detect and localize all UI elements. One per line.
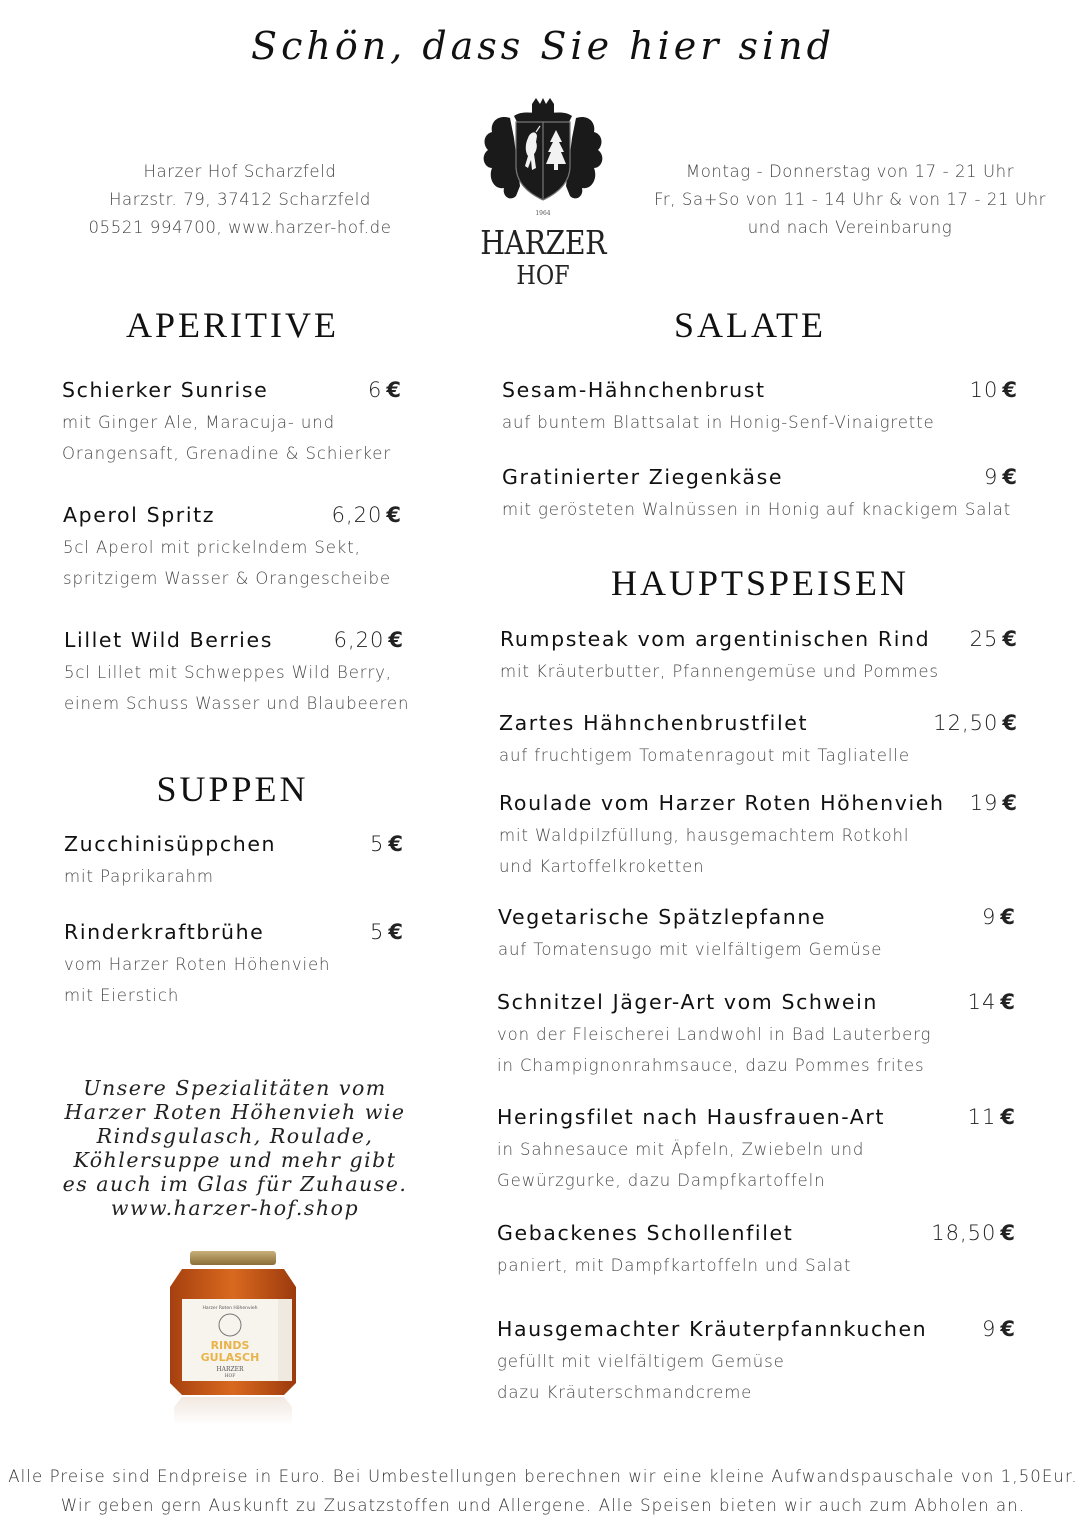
svg-text:GULASCH: GULASCH bbox=[200, 1351, 260, 1364]
price-note: Alle Preise sind Endpreise in Euro. Bei Umbestellungen berechnen wir eine kleine Aufwandspauschale von 1,50Eur. bbox=[8, 1467, 1078, 1486]
item-price: 12,50 € bbox=[933, 711, 1018, 735]
item-description: von der Fleischerei Landwohl in Bad Lauterberg in Champignonrahmsauce, dazu Pommes frites bbox=[497, 1025, 932, 1075]
hours-weekdays: Montag - Donnerstag von 17 - 21 Uhr bbox=[685, 162, 1015, 181]
item-name: Vegetarische Spätzlepfanne bbox=[498, 905, 827, 929]
menu-item bbox=[502, 465, 1018, 526]
item-description: mit Paprikarahm bbox=[64, 867, 214, 886]
item-name: Sesam-Hähnchenbrust bbox=[502, 378, 766, 402]
coat-of-arms-icon bbox=[470, 98, 616, 210]
menu-item bbox=[497, 1105, 1016, 1196]
address-block bbox=[60, 158, 420, 242]
menu-item bbox=[500, 627, 1018, 688]
item-price: 5 € bbox=[370, 832, 404, 856]
item-name: Rumpsteak vom argentinischen Rind bbox=[500, 627, 931, 651]
item-name: Hausgemachter Kräuterpfannkuchen bbox=[497, 1317, 928, 1341]
item-price: 19 € bbox=[969, 791, 1018, 815]
hours-weekend: Fr, Sa+So von 11 - 14 Uhr & von 17 - 21 Uhr bbox=[653, 190, 1047, 209]
logo-wordmark-hof: HOF bbox=[516, 261, 570, 291]
item-price: 25 € bbox=[969, 627, 1018, 651]
item-price: 9 € bbox=[982, 905, 1016, 929]
menu-item bbox=[64, 628, 410, 719]
item-price: 9 € bbox=[984, 465, 1018, 489]
item-description: 5cl Lillet mit Schweppes Wild Berry, einem Schuss Wasser und Blaubeeren bbox=[64, 663, 410, 713]
item-description: in Sahnesauce mit Äpfeln, Zwiebeln und Gewürzgurke, dazu Dampfkartoffeln bbox=[497, 1140, 865, 1190]
contact-line: 05521 994700, www.harzer-hof.de bbox=[88, 218, 392, 237]
svg-text:HOF: HOF bbox=[224, 1374, 236, 1379]
shop-url[interactable]: www.harzer-hof.shop bbox=[110, 1196, 360, 1220]
section-title-aperitive: APERITIVE bbox=[126, 305, 339, 345]
menu-item bbox=[499, 791, 1018, 882]
menu-item bbox=[497, 1317, 1016, 1408]
svg-text:HARZER: HARZER bbox=[216, 1366, 244, 1373]
menu-item bbox=[64, 832, 404, 893]
logo-wordmark-harzer: HARZER bbox=[480, 223, 607, 262]
menu-item bbox=[63, 503, 402, 594]
item-description: mit Waldpilzfüllung, hausgemachtem Rotkohl und Kartoffelkroketten bbox=[499, 826, 910, 876]
item-price: 14 € bbox=[967, 990, 1016, 1014]
item-price: 6 € bbox=[368, 378, 402, 402]
section-title-hauptspeisen: HAUPTSPEISEN bbox=[610, 563, 910, 603]
menu-item bbox=[64, 920, 404, 1011]
item-name: Lillet Wild Berries bbox=[64, 628, 273, 652]
item-name: Gebackenes Schollenfilet bbox=[497, 1221, 794, 1245]
hours-appointment: und nach Vereinbarung bbox=[747, 218, 953, 237]
item-price: 18,50 € bbox=[931, 1221, 1016, 1245]
item-name: Zucchinisüppchen bbox=[64, 832, 277, 856]
item-description: mit gerösteten Walnüssen in Honig auf knackigem Salat bbox=[502, 500, 1012, 519]
item-name: Gratinierter Ziegenkäse bbox=[502, 465, 784, 489]
shop-promo-text: Unsere Spezialitäten vom Harzer Roten Höhenvieh wie Rindsgulasch, Roulade, Köhlersuppe und mehr gibt es auch im Glas für Zuhause. www.harzer-hof.shop bbox=[50, 1076, 420, 1220]
item-name: Roulade vom Harzer Roten Höhenvieh bbox=[499, 791, 945, 815]
street-address: Harzstr. 79, 37412 Scharzfeld bbox=[109, 190, 371, 209]
harzer-hof-logo bbox=[470, 98, 616, 294]
item-price: 10 € bbox=[969, 378, 1018, 402]
item-name: Schierker Sunrise bbox=[62, 378, 269, 402]
menu-item bbox=[62, 378, 402, 469]
item-price: 11 € bbox=[967, 1105, 1016, 1129]
item-price: 6,20 € bbox=[331, 503, 402, 527]
item-price: 5 € bbox=[370, 920, 404, 944]
section-title-suppen: SUPPEN bbox=[156, 769, 309, 809]
item-description: 5cl Aperol mit prickelndem Sekt, spritzigem Wasser & Orangescheibe bbox=[63, 538, 391, 588]
svg-text:Harzer Roten Höhenvieh: Harzer Roten Höhenvieh bbox=[202, 1306, 258, 1311]
menu-item bbox=[497, 1221, 1016, 1282]
item-description: mit Ginger Ale, Maracuja- und Orangensaft, Grenadine & Schierker bbox=[62, 413, 392, 463]
item-name: Heringsfilet nach Hausfrauen-Art bbox=[497, 1105, 886, 1129]
item-name: Rinderkraftbrühe bbox=[64, 920, 265, 944]
item-description: paniert, mit Dampfkartoffeln und Salat bbox=[497, 1256, 852, 1275]
item-description: gefüllt mit vielfältigem Gemüse dazu Kräuterschmandcreme bbox=[497, 1352, 785, 1402]
item-name: Aperol Spritz bbox=[63, 503, 216, 527]
item-price: 9 € bbox=[982, 1317, 1016, 1341]
item-name: Zartes Hähnchenbrustfilet bbox=[499, 711, 809, 735]
footer-notes bbox=[0, 1462, 1086, 1520]
svg-text:RINDS: RINDS bbox=[210, 1339, 250, 1352]
menu-item bbox=[497, 990, 1016, 1081]
item-description: vom Harzer Roten Höhenvieh mit Eierstich bbox=[64, 955, 331, 1005]
allergen-note: Wir geben gern Auskunft zu Zusatzstoffen und Allergene. Alle Speisen bieten wir auch zum Abholen an. bbox=[60, 1496, 1026, 1515]
item-description: auf fruchtigem Tomatenragout mit Tagliatelle bbox=[499, 746, 910, 765]
menu-item bbox=[498, 905, 1016, 966]
item-description: auf buntem Blattsalat in Honig-Senf-Vinaigrette bbox=[502, 413, 935, 432]
menu-item bbox=[499, 711, 1018, 772]
logo-year: 1964 bbox=[535, 210, 551, 217]
page-title: Schön, dass Sie hier sind bbox=[251, 24, 835, 68]
goulash-jar-image bbox=[160, 1245, 305, 1430]
restaurant-name: Harzer Hof Scharzfeld bbox=[143, 162, 337, 181]
menu-item bbox=[502, 378, 1018, 439]
item-description: mit Kräuterbutter, Pfannengemüse und Pommes bbox=[500, 662, 939, 681]
item-price: 6,20 € bbox=[333, 628, 404, 652]
item-name: Schnitzel Jäger-Art vom Schwein bbox=[497, 990, 878, 1014]
section-title-salate: SALATE bbox=[674, 305, 826, 345]
item-description: auf Tomatensugo mit vielfältigem Gemüse bbox=[498, 940, 883, 959]
opening-hours bbox=[650, 158, 1050, 242]
